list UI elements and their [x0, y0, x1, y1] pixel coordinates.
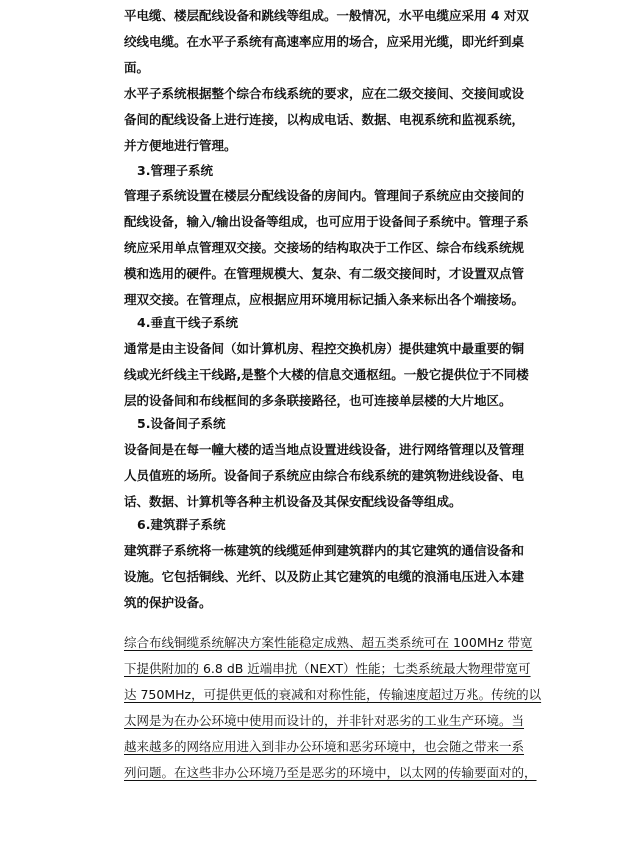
text-line: 建筑群子系统将一栋建筑的线缆延伸到建筑群内的其它建筑的通信设备和: [124, 543, 525, 558]
section-heading: 4.垂直干线子系统: [137, 315, 238, 330]
underlined-line: 越来越多的网络应用进入到非办公环境和恶劣环境中，也会随之带来一系: [124, 739, 525, 754]
underlined-line: 下提供附加的 6.8 dB 近端串扰（NEXT）性能；七类系统最大物理带宽可: [124, 661, 531, 676]
text-line: 理双交接。在管理点，应根据应用环境用标记插入条来标出各个端接场。: [124, 292, 525, 307]
text-line: 筑的保护设备。: [124, 595, 212, 610]
text-line: 管理子系统设置在楼层分配线设备的房间内。管理间子系统应由交接间的: [124, 188, 525, 203]
text-line: 面。: [124, 60, 150, 75]
text-line: 人员值班的场所。设备间子系统应由综合布线系统的建筑物进线设备、电: [124, 468, 525, 483]
text-line: 平电缆、楼层配线设备和跳线等组成。一般情况，水平电缆应采用 4 对双: [124, 8, 529, 23]
text-line: 设施。它包括铜线、光纤、以及防止其它建筑的电缆的浪涌电压进入本建: [124, 569, 525, 584]
text-line: 统应采用单点管理双交接。交接场的结构取决于工作区、综合布线系统规: [124, 240, 525, 255]
text-line: 模和选用的硬件。在管理规模大、复杂、有二级交接间时，才设置双点管: [124, 266, 525, 281]
text-line: 配线设备，输入/输出设备等组成，也可应用于设备间子系统中。管理子系: [124, 214, 529, 229]
text-line: 并方便地进行管理。: [124, 138, 237, 153]
section-heading: 5.设备间子系统: [137, 416, 226, 431]
underlined-line: 列问题。在这些非办公环境乃至是恶劣的环境中，以太网的传输要面对的，: [124, 765, 537, 780]
section-heading: 3.管理子系统: [137, 163, 213, 178]
text-line: 层的设备间和布线框间的多条联接路径，也可连接单层楼的大片地区。: [124, 393, 512, 408]
text-line: 设备间是在每一幢大楼的适当地点设置进线设备，进行网络管理以及管理: [124, 442, 525, 457]
text-line: 水平子系统根据整个综合布线系统的要求，应在二级交接间、交接间或设: [124, 86, 525, 101]
underlined-line: 达 750MHz，可提供更低的衰减和对称性能，传输速度超过万兆。传统的以: [124, 687, 542, 702]
underlined-line: 太网是为在办公环境中使用而设计的，并非针对恶劣的工业生产环境。当: [124, 713, 525, 728]
text-line: 线或光纤线主干线路,是整个大楼的信息交通枢纽。一般它提供位于不同楼: [124, 367, 529, 382]
text-line: 备间的配线设备上进行连接，以构成电话、数据、电视系统和监视系统，: [124, 112, 525, 127]
text-line: 话、数据、计算机等各种主机设备及其保安配线设备等组成。: [124, 494, 462, 509]
underlined-line: 综合布线铜缆系统解决方案性能稳定成熟、超五类系统可在 100MHz 带宽: [124, 635, 533, 650]
text-line: 绞线电缆。在水平子系统有高速率应用的场合，应采用光缆，即光纤到桌: [124, 34, 525, 49]
section-heading: 6.建筑群子系统: [137, 517, 226, 532]
text-line: 通常是由主设备间（如计算机房、程控交换机房）提供建筑中最重要的铜: [124, 341, 525, 356]
